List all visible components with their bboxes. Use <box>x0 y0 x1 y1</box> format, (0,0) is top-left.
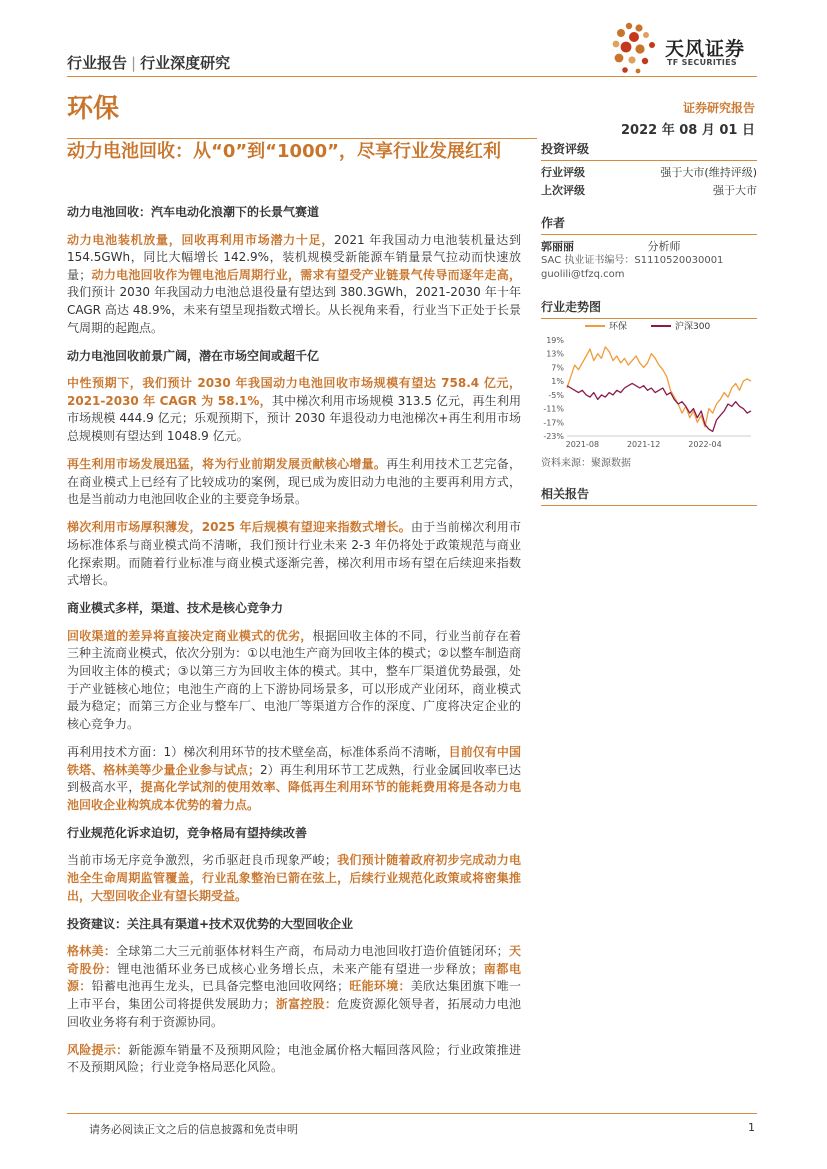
prev-rating-label: 上次评级 <box>541 184 585 197</box>
paragraph-lead: 梯次利用市场厚积薄发，2025 年后规模有望迎来指数式增长。 <box>67 520 411 535</box>
paragraph-lead: 再生利用市场发展迅猛，将为行业前期发展贡献核心增量。 <box>67 457 387 472</box>
y-tick-label: -23% <box>543 432 564 441</box>
y-tick-label: 7% <box>551 363 564 373</box>
paragraph-text: 铅蓄电池再生龙头，已具备完整电池回收网络； <box>91 979 350 994</box>
paragraph-text: 由于当前梯次利用市场标准体系与商业模式尚不清晰，我们预计行业未来 2-3 年仍将处于政策规范与商业化探索期。而随着行业标准与商业模式逐渐完善，梯次利用市场有望在后续迎来指数式增长。 <box>67 520 521 588</box>
footer-divider <box>67 1113 757 1114</box>
prev-rating-row <box>541 182 757 200</box>
paragraph <box>67 375 521 445</box>
company-name: 浙富控股： <box>275 997 338 1012</box>
chart-source: 资料来源：聚源数据 <box>541 458 631 469</box>
section-heading: 动力电池回收：汽车电动化浪潮下的长景气赛道 <box>67 205 320 219</box>
report-type-label: 行业报告 <box>67 54 128 72</box>
footer-disclaimer[interactable]: 请务必阅读正文之后的信息披露和免责申明 <box>89 1123 298 1136</box>
paragraph-lead: 风险提示： <box>67 1042 129 1057</box>
paragraph-text: 当前市场无序竞争激烈，劣币驱赶良币现象严峻； <box>67 853 337 868</box>
related-panel <box>541 485 757 506</box>
section-heading: 行业规范化诉求迫切，竞争格局有望持续改善 <box>67 825 308 840</box>
analyst-name: 郭丽丽 <box>541 240 574 253</box>
author-panel <box>541 214 757 282</box>
company-name: 旺能环境： <box>349 979 411 994</box>
x-tick-label: 2021-08 <box>565 440 600 449</box>
rating-heading: 投资评级 <box>541 140 757 161</box>
logo-cn-text: 天风证券 <box>665 38 746 60</box>
paragraph-text: 2）再生利用环节工艺成熟，行业金属回收率已达到极高水平， <box>67 762 521 795</box>
paragraph-text: 我们预计 2030 年我国动力电池总退役量有望达到 380.3GWh，2021-2030 年十年 CAGR 高达 48.9%，未来有望呈现指数式增长。从长视角来看，行业当下正处于长景气周期的起跑点。 <box>67 285 521 335</box>
analyst-row <box>541 239 757 254</box>
paragraph-text: 危废资源化领导者，拓展动力电池回收业务将有利于资源协同。 <box>67 997 521 1029</box>
company-logo-icon <box>609 20 663 76</box>
paragraph-text: 美欣达集团旗下唯一上市平台，集团公司将提供发展助力； <box>67 979 521 1012</box>
paragraph <box>67 628 521 734</box>
paragraph-highlight: 我们预计随着政府初步完成动力电池全生命周期监管覆盖，行业乱象整治已箭在弦上，后续行业规范化政策或将密集推出，大型回收企业有望长期受益。 <box>67 853 521 903</box>
analyst-email[interactable]: guolili@tfzq.com <box>541 269 625 280</box>
section-heading: 动力电池回收前景广阔，潜在市场空间或超千亿 <box>67 348 320 363</box>
paragraph-lead: 回收渠道的差异将直接决定商业模式的优劣， <box>67 628 313 643</box>
paragraph <box>67 519 521 589</box>
legend-label: 沪深300 <box>675 322 711 332</box>
rating-panel <box>541 140 757 200</box>
paragraph-highlight: 动力电池回收作为锂电池后周期行业，需求有望受产业链景气传导而逐年走高， <box>91 267 521 282</box>
paragraph-highlight: 提高化学试剂的使用效率、降低再生利用环节的能耗费用将是各动力电池回收企业构筑成本优势的着力点。 <box>67 780 521 812</box>
y-tick-label: -5% <box>548 390 564 400</box>
series-line <box>567 383 751 431</box>
trend-heading: 行业走势图 <box>541 298 757 319</box>
paragraph-text: 锂电池循环业务已成核心业务增长点，未来产能有望进一步释放； <box>117 961 484 976</box>
company-name: 格林美： <box>67 944 117 959</box>
paragraph-text: 根据回收主体的不同，行业当前存在着三种主流商业模式，依次分别为：①以电池生产商为回收主体的模式；②以整车制造商为回收主体的模式；③以第三方为回收主体的模式。其中，整车厂渠道优势最强，处于产业链核心地位；电池生产商的上下游协同场景多，可以形成产业闭环，商业模式最为稳定；而第三方企业与整车厂、电池厂等渠道方合作的深度、广度将决定企业的核心竞争力。 <box>67 628 521 731</box>
x-tick-label: 2022-04 <box>688 440 722 449</box>
report-date: 2022 年 08 月 01 日 <box>621 123 755 138</box>
report-type-separator: | <box>131 54 137 72</box>
x-tick-label: 2021-12 <box>626 440 661 449</box>
logo-en-text: TF SECURITIES <box>667 58 737 67</box>
section-heading: 商业模式多样，渠道、技术是核心竞争力 <box>67 601 284 616</box>
y-tick-label: 1% <box>551 377 564 387</box>
paragraph <box>67 456 521 509</box>
author-heading: 作者 <box>541 214 757 235</box>
paragraph <box>67 1042 521 1077</box>
paragraph-highlight: 目前仅有中国铁塔、格林美等少量企业参与试点； <box>67 744 521 777</box>
paragraph <box>67 852 521 905</box>
company-name: 天奇股份： <box>67 944 521 976</box>
y-tick-label: 13% <box>546 349 564 359</box>
paragraph-text: 再生利用技术工艺完备，在商业模式上已经有了比较成功的案例，现已成为废旧动力电池的主要再利用方式，也是当前动力电池回收企业的主要竞争场景。 <box>67 457 521 507</box>
report-class: 证券研究报告 <box>682 101 755 115</box>
paragraph <box>67 232 521 338</box>
paragraph-text: 再利用技术方面：1）梯次利用环节的技术壁垒高，标准体系尚不清晰， <box>67 744 449 759</box>
rating-row <box>541 164 757 182</box>
page-number: 1 <box>748 1121 755 1134</box>
paragraph-text: 其中梯次利用市场规模 313.5 亿元，再生利用市场规模 444.9 亿元；乐观预期下，预计 2030 年退役动力电池梯次+再生利用市场总规模则有望达到 1048.9 亿元。 <box>67 393 522 444</box>
paragraph-text: 新能源车销量不及预期风险；电池金属价格大幅回落风险；行业政策推进不及预期风险；行业竞争格局恶化风险。 <box>67 1042 521 1075</box>
paragraph <box>67 943 521 1031</box>
prev-rating-value: 强于大市 <box>713 184 757 197</box>
paragraph-text: 2021 年我国动力电池装机量达到 154.5GWh，同比大幅增长 142.9%，装机规模受新能源车销量景气拉动而快速放量； <box>67 232 521 282</box>
series-line <box>567 347 751 427</box>
legend-label: 环保 <box>609 322 628 332</box>
paragraph-text: 全球第二大三元前驱体材料生产商，布局动力电池回收打造价值链闭环； <box>116 944 509 959</box>
y-tick-label: -11% <box>543 404 564 414</box>
report-subtype-label: 行业深度研究 <box>140 54 231 72</box>
paragraph <box>67 744 521 814</box>
report-title: 动力电池回收：从“0”到“1000”，尽享行业发展红利 <box>67 141 501 162</box>
rating-label: 行业评级 <box>541 166 585 179</box>
paragraph-lead: 中性预期下，我们预计 2030 年我国动力电池回收市场规模有望达 758.4 亿元，2021-2030 年 CAGR 为 58.1%， <box>67 376 521 408</box>
company-name: 南都电源： <box>67 961 521 994</box>
title-divider <box>67 138 537 139</box>
trend-chart <box>541 316 757 454</box>
rating-value: 强于大市(维持评级) <box>660 166 757 179</box>
analyst-role: 分析师 <box>647 240 681 253</box>
sac-number: SAC 执业证书编号：S1110520030001 <box>541 255 724 266</box>
industry-name: 环保 <box>67 94 120 124</box>
section-heading: 投资建议：关注具有渠道+技术双优势的大型回收企业 <box>67 916 354 931</box>
report-type <box>67 52 230 73</box>
y-tick-label: -17% <box>543 418 564 428</box>
y-tick-label: 19% <box>546 336 564 345</box>
related-heading: 相关报告 <box>541 485 757 506</box>
paragraph-lead: 动力电池装机放量，回收再利用市场潜力十足， <box>67 232 335 247</box>
header-divider <box>67 76 757 77</box>
main-content <box>67 204 521 1087</box>
